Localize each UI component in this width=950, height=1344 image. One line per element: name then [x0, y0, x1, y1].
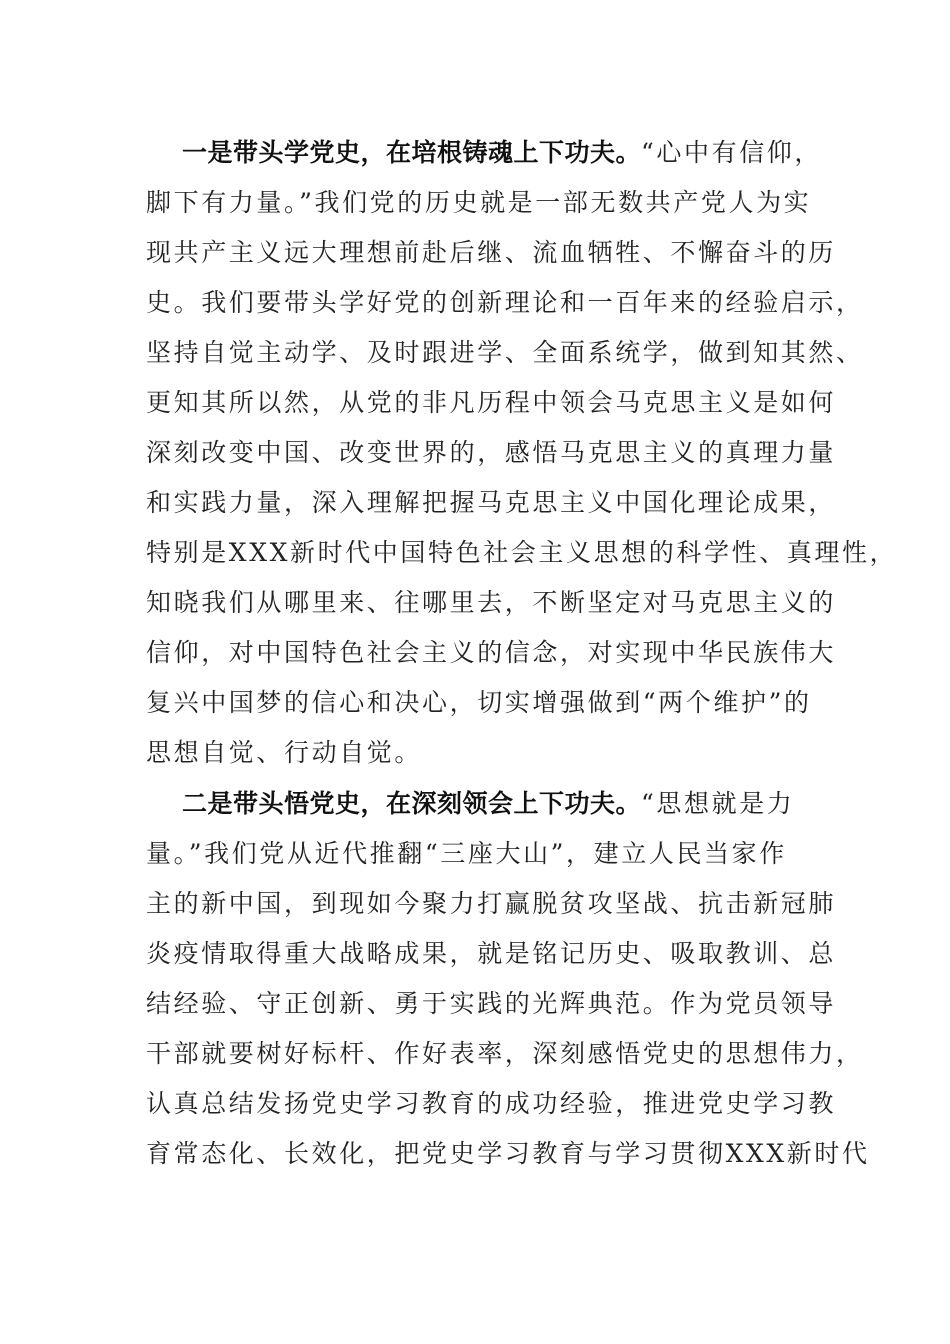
paragraph-first-line	[146, 779, 826, 829]
paragraph-line: 炎疫情取得重大战略成果，就是铭记历史、吸取教训、总	[146, 939, 837, 968]
paragraph-study-party-history	[146, 128, 898, 778]
paragraph-line: 脚下有力量。”我们党的历史就是一部无数共产党人为实	[146, 188, 812, 217]
paragraph-line: 信仰，对中国特色社会主义的信念，对实现中华民族伟大	[146, 638, 837, 667]
paragraph-line: 干部就要树好标杆、作好表率，深刻感悟党史的思想伟力，	[146, 1039, 864, 1068]
paragraph-line: 认真总结发扬党史学习教育的成功经验，推进党史学习教	[146, 1089, 837, 1118]
paragraph-line: 知晓我们从哪里来、往哪里去，不断坚定对马克思主义的	[146, 588, 837, 617]
paragraph-line: 思想自觉、行动自觉。	[146, 738, 423, 767]
paragraph-line: 复兴中国梦的信心和决心，切实增强做到“两个维护”的	[146, 688, 812, 717]
paragraph-line: 特别是XXX新时代中国特色社会主义思想的科学性、真理性，	[146, 538, 898, 567]
paragraph-line: 深刻改变中国、改变世界的，感悟马克思主义的真理力量	[146, 438, 837, 467]
paragraph-first-line	[146, 128, 826, 178]
paragraph-line: 结经验、守正创新、勇于实践的光辉典范。作为党员领导	[146, 989, 837, 1018]
paragraph-line: 量。”我们党从近代推翻“三座大山”，建立人民当家作	[146, 839, 787, 868]
paragraph-first-line-text: “心中有信仰，	[641, 138, 822, 167]
paragraph-lead-heading: 一是带头学党史，在培根铸魂上下功夫。	[182, 138, 642, 167]
paragraph-understand-party-history	[146, 779, 870, 1179]
paragraph-line: 主的新中国，到现如今聚力打赢脱贫攻坚战、抗击新冠肺	[146, 889, 837, 918]
paragraph-line: 和实践力量，深入理解把握马克思主义中国化理论成果，	[146, 488, 837, 517]
paragraph-line: 史。我们要带头学好党的创新理论和一百年来的经验启示，	[146, 288, 864, 317]
paragraph-line: 坚持自觉主动学、及时跟进学、全面系统学，做到知其然、	[146, 338, 864, 367]
paragraph-lead-heading: 二是带头悟党史，在深刻领会上下功夫。	[182, 789, 642, 818]
paragraph-first-line-text: “思想就是力	[641, 789, 795, 818]
paragraph-line: 现共产主义远大理想前赴后继、流血牺牲、不懈奋斗的历	[146, 238, 837, 267]
paragraph-line: 育常态化、长效化，把党史学习教育与学习贯彻XXX新时代	[146, 1139, 870, 1168]
paragraph-line: 更知其所以然，从党的非凡历程中领会马克思主义是如何	[146, 388, 837, 417]
